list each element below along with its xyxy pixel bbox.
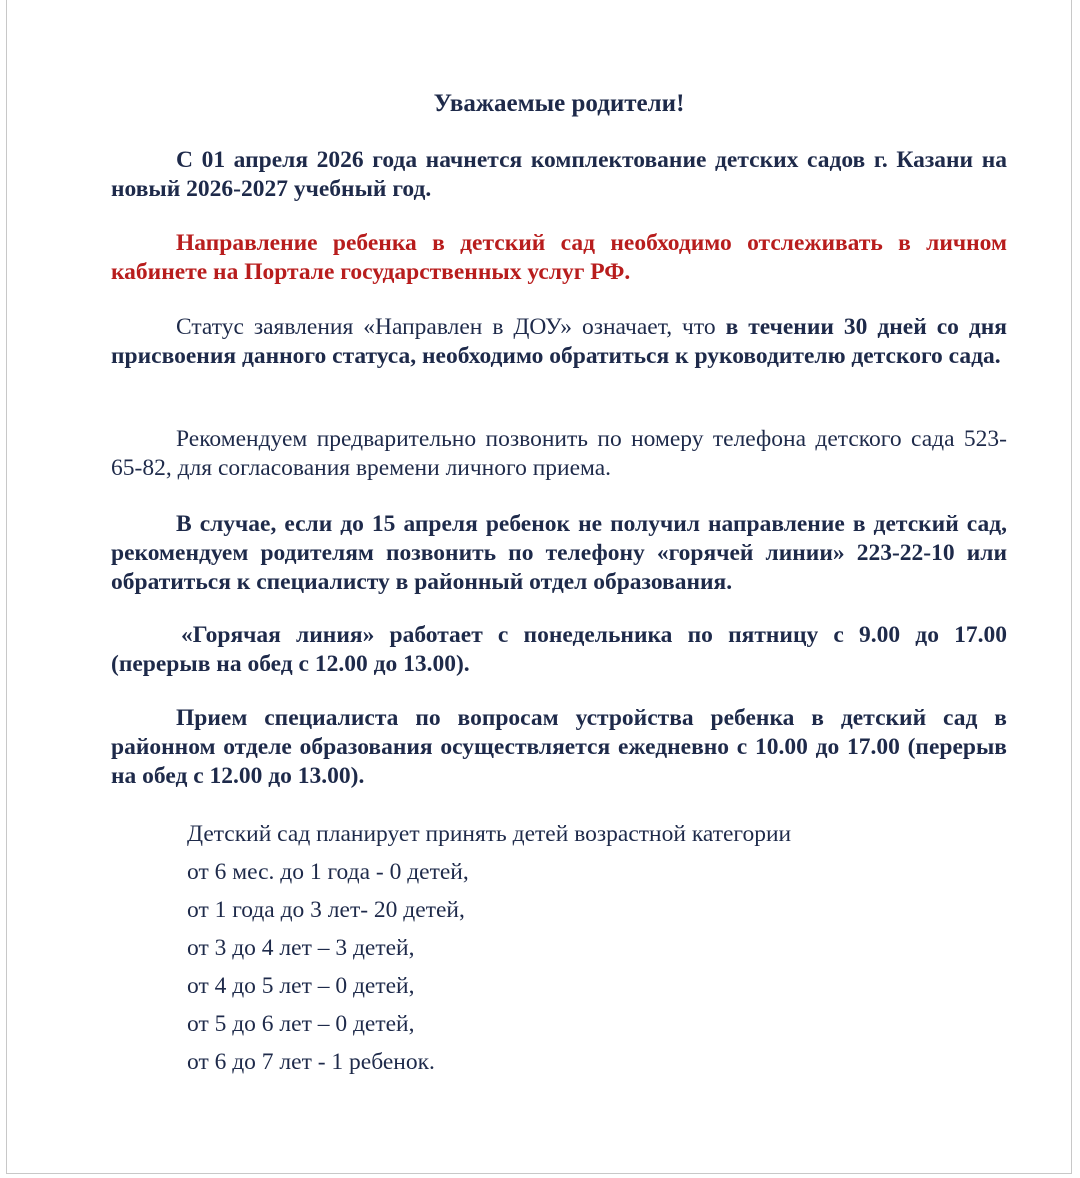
list-item: от 6 до 7 лет - 1 ребенок. — [187, 1049, 435, 1075]
paragraph-specialist-hours: Прием специалиста по вопросам устройства ребенка в детский сад в районном отделе образования осуществляется ежедневно с 10.00 до 17.00 (перерыв на обед с 12.00 до 13.00). — [111, 705, 1007, 789]
list-item: от 1 года до 3 лет- 20 детей, — [187, 897, 465, 923]
list-item: от 3 до 4 лет – 3 детей, — [187, 935, 415, 961]
age-list-intro: Детский сад планирует принять детей возрастной категории — [187, 821, 792, 847]
list-item: от 6 мес. до 1 года - 0 детей, — [187, 859, 469, 885]
age-category-list — [187, 815, 791, 1081]
page-title: Уважаемые родители! — [433, 90, 685, 117]
list-item: от 4 до 5 лет – 0 детей, — [187, 973, 415, 999]
document-page — [6, 0, 1072, 1174]
paragraph-gosuslugi-notice: Направление ребенка в детский сад необходимо отслеживать в личном кабинете на Портале государственных услуг РФ. — [111, 230, 1007, 285]
status-info-bold-text: в течении 30 дней со дня присвоения данного статуса, необходимо обратиться к руководителю детского сада. — [111, 314, 1007, 369]
paragraph-hotline-info: В случае, если до 15 апреля ребенок не получил направление в детский сад, рекомендуем родителям позвонить по телефону «горячей линии» 223-22-10 или обратиться к специалисту в районный отдел образования. — [111, 511, 1007, 595]
paragraph-enrollment-start: С 01 апреля 2026 года начнется комплектование детских садов г. Казани на новый 2026-2027 учебный год. — [111, 147, 1007, 202]
paragraph-phone-recommendation: Рекомендуем предварительно позвонить по номеру телефона детского сада 523-65-82, для согласования времени личного приема. — [111, 426, 1007, 481]
paragraph-status-info — [111, 313, 1007, 371]
paragraph-hotline-hours: «Горячая линия» работает с понедельника по пятницу с 9.00 до 17.00 (перерыв на обед с 12.00 до 13.00). — [111, 622, 1007, 677]
list-item: от 5 до 6 лет – 0 детей, — [187, 1011, 415, 1037]
status-info-normal-text: Статус заявления «Направлен в ДОУ» означает, что — [176, 314, 726, 340]
